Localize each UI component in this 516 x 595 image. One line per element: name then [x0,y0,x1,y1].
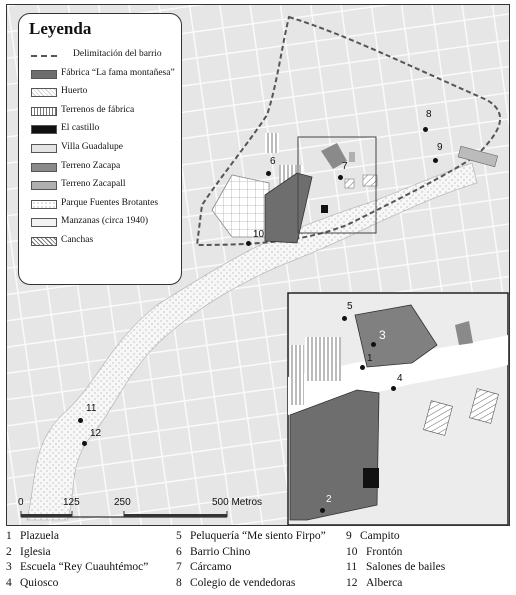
place-item [346,561,445,575]
label-11: 11 [86,403,97,414]
label-12: 12 [90,428,102,439]
point-1 [360,365,365,370]
place-item [346,530,400,544]
legend-label: El castillo [61,123,100,134]
place-name: Alberca [366,576,403,589]
place-number: 3 [6,561,12,573]
terreno-zacapall [349,152,355,162]
place-name: Campito [360,530,400,542]
label-2: 2 [326,494,332,505]
place-item [6,546,51,560]
point-7 [338,175,343,180]
place-name: Cárcamo [190,561,232,573]
scale-tick-500: 500 Metros [212,497,263,508]
legend-box [18,13,182,285]
place-name: Salones de bailes [366,561,446,573]
place-item [346,546,402,560]
place-name: Frontón [366,545,403,558]
legend-swatch [31,125,57,134]
legend-label: Terreno Zacapa [61,160,121,171]
canchas-b [363,175,377,186]
legend-swatch [31,163,57,172]
point-6 [266,171,271,176]
place-number: 2 [6,545,12,558]
place-item [176,577,295,591]
map-frame [6,4,510,526]
scale-tick-0: 0 [18,497,24,508]
legend-item [31,143,181,155]
place-item [176,561,232,575]
legend-item [31,87,181,99]
legend-title: Leyenda [29,19,92,38]
legend-item [31,69,181,81]
label-8: 8 [426,109,432,120]
legend-label: Fábrica “La fama montañesa” [61,67,175,78]
place-item [176,530,326,544]
terrenos-fabrica-a [265,133,279,153]
legend-item [31,50,181,62]
label-4: 4 [397,373,403,384]
legend-swatch [31,144,57,153]
legend-label: Canchas [61,235,94,245]
legend-label: Parque Fuentes Brotantes [61,197,159,208]
label-7: 7 [342,161,348,172]
legend-swatch [31,181,57,190]
point-2 [320,508,325,513]
place-name: Barrio Chino [190,545,251,558]
inset-terrenos-a [290,345,304,405]
point-8 [423,127,428,132]
place-name: Plazuela [20,530,59,542]
label-5: 5 [347,301,353,312]
point-4 [391,386,396,391]
legend-swatch [31,55,57,57]
legend-item [31,106,181,118]
place-number: 10 [346,545,358,558]
point-5 [342,316,347,321]
legend-label: Terrenos de fábrica [61,104,135,115]
point-11 [78,418,83,423]
legend-label: Huerto [61,86,88,97]
scale-tick-250: 250 [114,497,131,508]
label-3: 3 [379,328,386,342]
legend-label: Terreno Zacapall [61,179,126,190]
place-number: 4 [6,576,12,589]
legend-swatch [31,237,57,246]
inset-castillo [363,468,379,488]
place-item [6,561,148,575]
inset-terrenos-b [305,337,341,381]
legend-item [31,217,181,229]
point-12 [82,441,87,446]
place-number: 5 [176,530,182,542]
legend-swatch [31,107,57,116]
el-castillo [321,205,328,213]
legend-item [31,199,181,211]
place-name: Iglesia [20,545,51,558]
place-number: 1 [6,530,12,542]
place-item [346,577,402,591]
canchas-a [345,179,354,188]
legend-label: Delimitación del barrio [73,49,162,59]
label-6: 6 [270,156,276,167]
place-name: Quiosco [20,576,59,589]
place-list [6,528,510,594]
place-name: Peluquería “Me siento Firpo” [190,530,326,542]
place-number: 7 [176,561,182,573]
legend-swatch [31,70,57,79]
legend-label: Manzanas (circa 1940) [61,216,149,227]
legend-item [31,236,181,248]
place-number: 6 [176,545,182,558]
place-number: 11 [346,561,358,573]
legend-swatch [31,88,57,97]
scale-tick-125: 125 [63,497,80,508]
place-item [6,530,59,544]
legend-item [31,162,181,174]
legend-item [31,180,181,192]
point-9 [433,158,438,163]
place-item [176,546,250,560]
place-name: Escuela “Rey Cuauhtémoc” [20,561,149,573]
place-item [6,577,58,591]
legend-swatch [31,200,57,209]
label-1: 1 [367,353,373,364]
legend-item [31,124,181,136]
legend-label: Villa Guadalupe [61,142,123,152]
label-10: 10 [253,229,265,240]
legend-swatch [31,218,57,227]
point-10 [246,241,251,246]
point-3 [371,342,376,347]
place-number: 9 [346,530,352,542]
place-name: Colegio de vendedoras [190,576,296,589]
place-number: 8 [176,576,182,589]
label-9: 9 [437,142,443,153]
place-number: 12 [346,576,358,589]
